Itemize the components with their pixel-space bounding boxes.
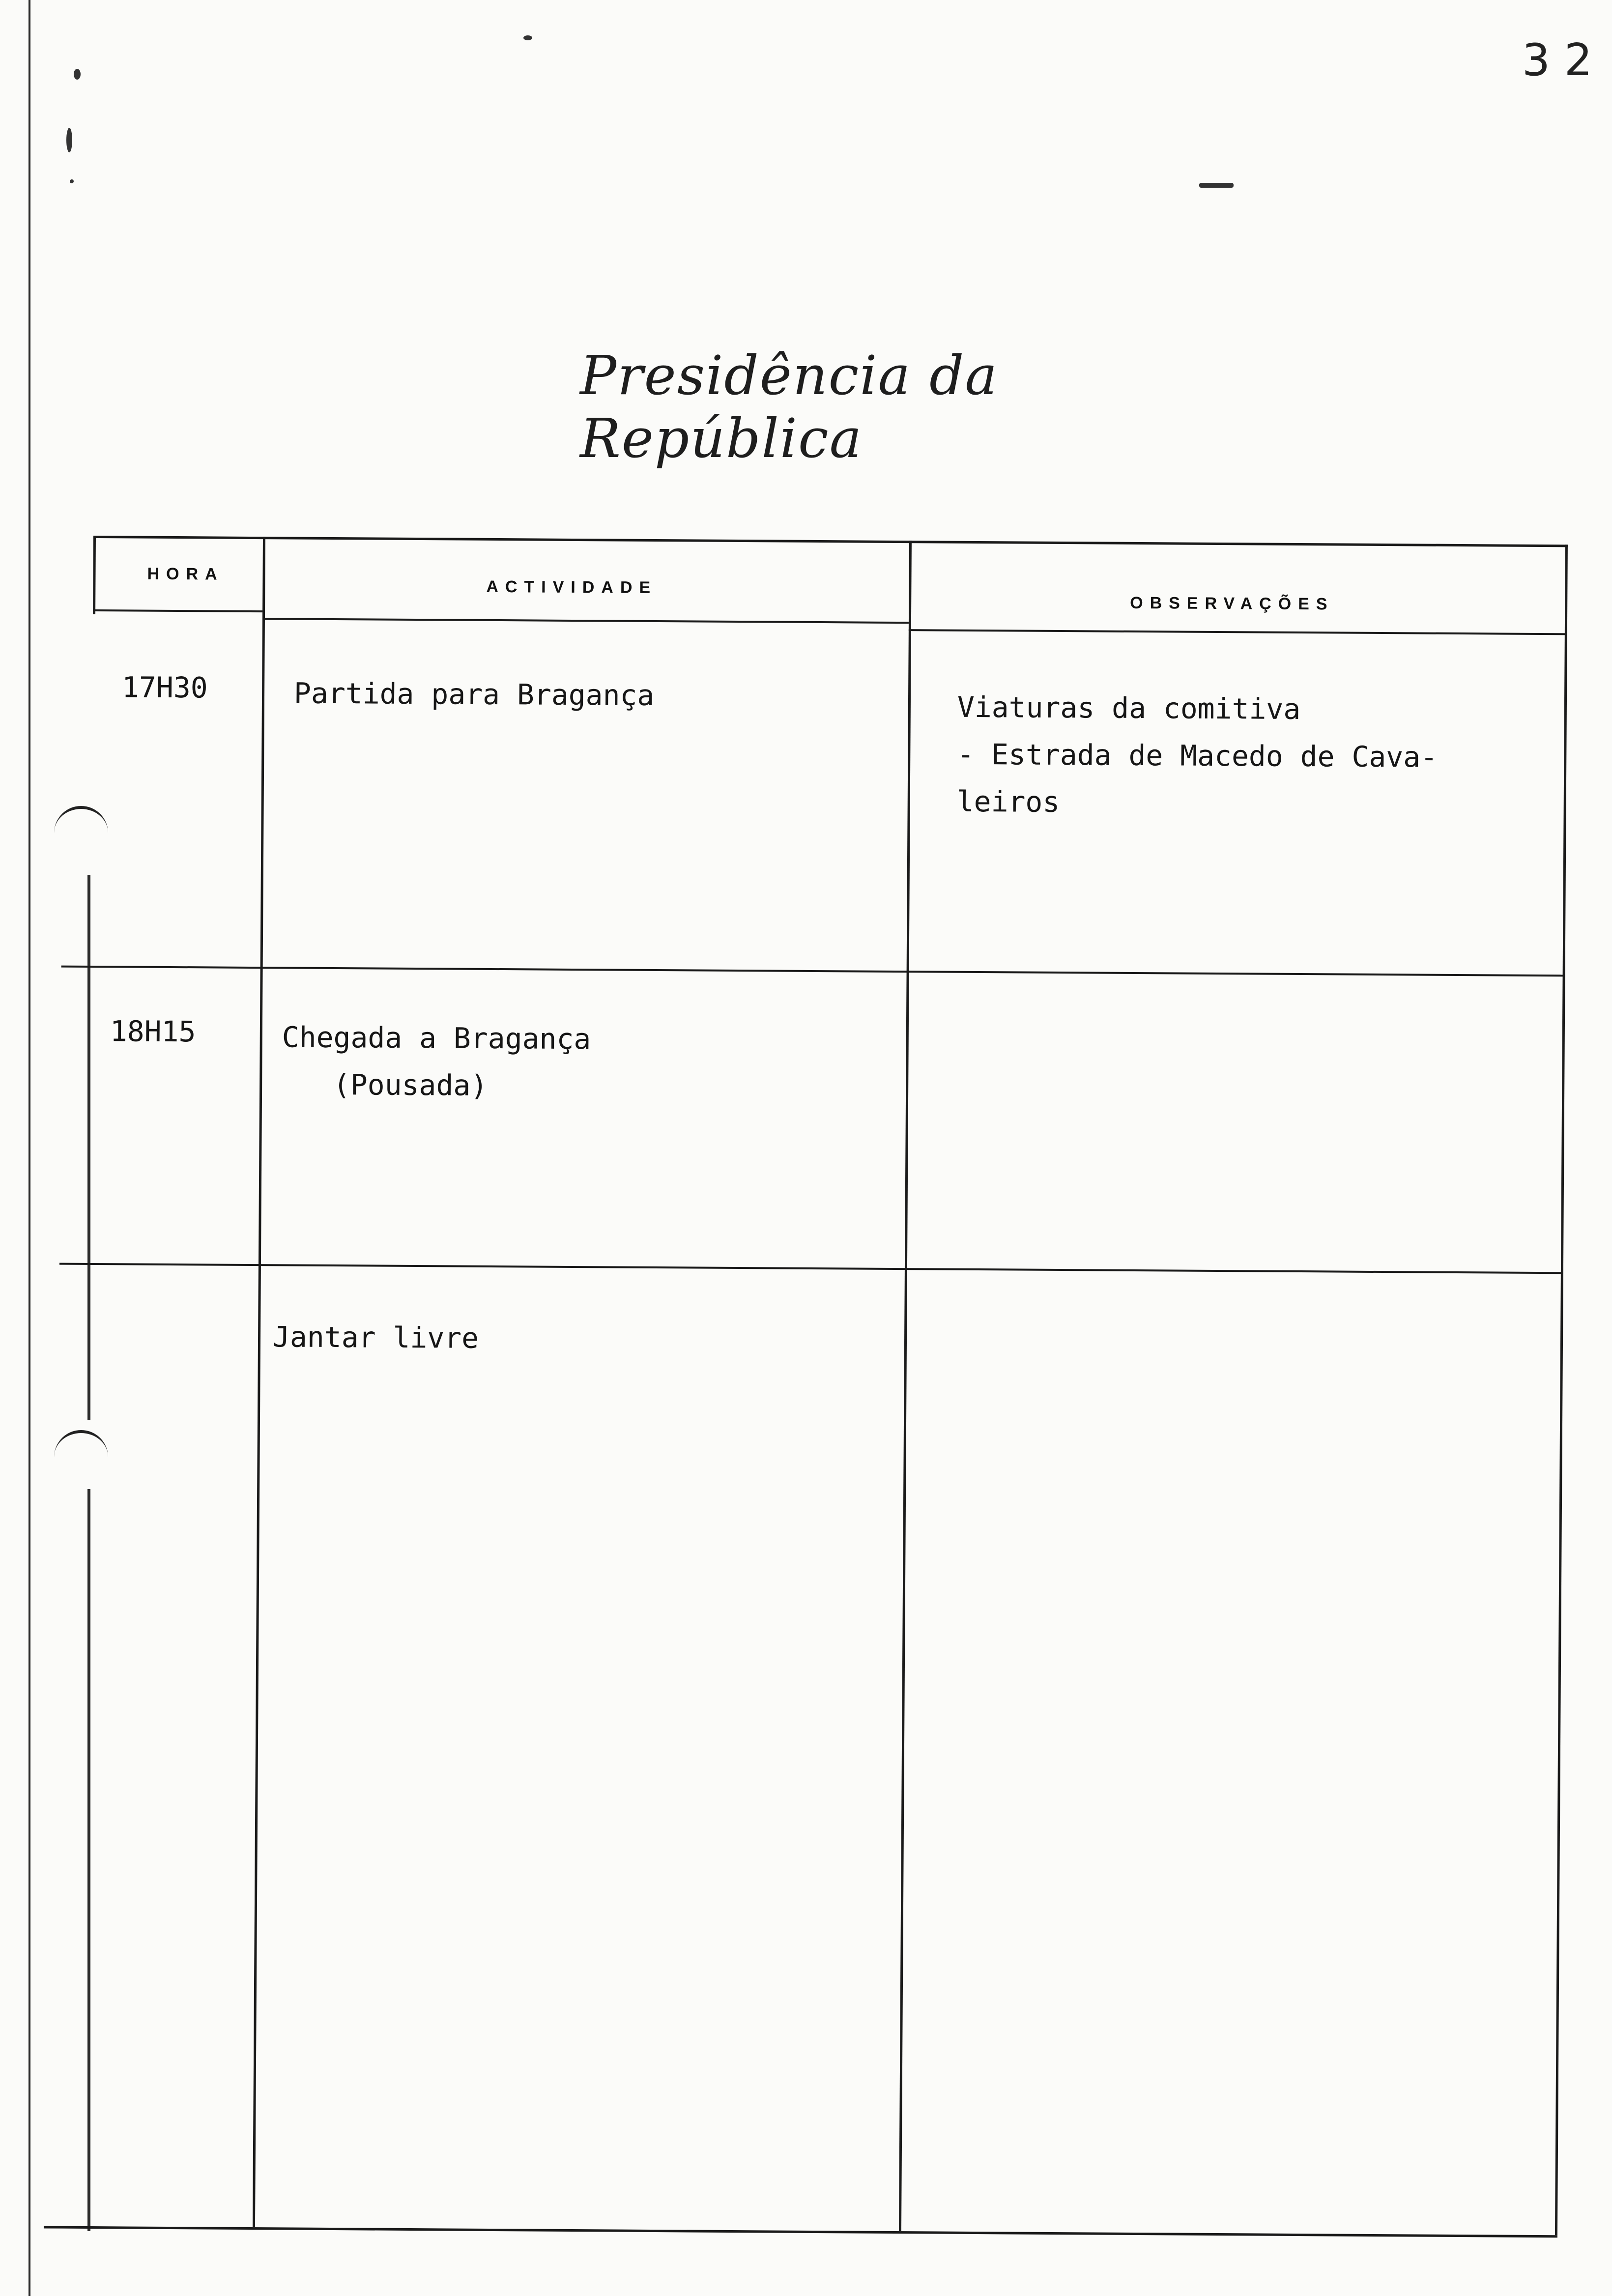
column-header-actividade: ACTIVIDADE (486, 577, 658, 598)
cell-observacoes-row1: Viaturas da comitiva - Estrada de Macedo de Cava- leiros (956, 690, 1438, 819)
column-header-hora: HORA (147, 564, 224, 584)
cell-actividade-row2: Chegada a Bragança (Pousada) (281, 1020, 591, 1102)
scan-speck (1199, 183, 1234, 188)
scan-speck (70, 179, 74, 183)
row-divider (59, 1263, 1563, 1274)
table-border-left (93, 536, 96, 614)
schedule-table (83, 536, 1568, 2245)
column-divider-hora (253, 537, 265, 2227)
scan-speck (66, 128, 72, 152)
header-underline-observacoes (909, 629, 1567, 635)
scan-speck (523, 35, 532, 40)
header-underline-actividade (262, 618, 909, 624)
table-border-top (93, 536, 1568, 547)
column-header-observacoes: OBSERVAÇÕES (1130, 593, 1334, 614)
binder-edge (29, 0, 30, 2296)
table-border-right (1555, 545, 1568, 2235)
header-underline-hora (93, 609, 262, 612)
cell-actividade-row1: Partida para Bragança (293, 676, 655, 712)
column-divider-actividade (899, 541, 912, 2231)
scan-speck (74, 69, 81, 80)
page-number: 3 2 (1522, 34, 1592, 86)
letterhead-title: Presidência da República (580, 344, 999, 470)
table-border-bottom (44, 2226, 1557, 2238)
cell-hora-row1: 17H30 (121, 670, 208, 705)
row-divider (61, 966, 1565, 977)
cell-hora-row2: 18H15 (110, 1014, 196, 1049)
cell-actividade-row3: Jantar livre (272, 1320, 479, 1355)
